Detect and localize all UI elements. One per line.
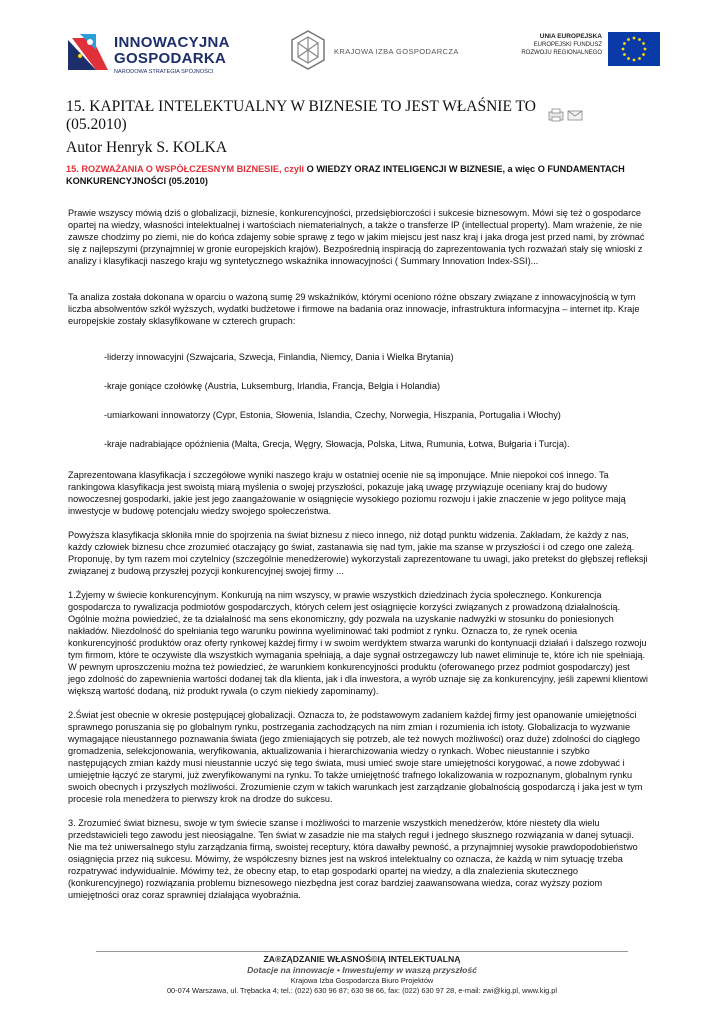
list-item: -kraje nadrabiające opóźnienia (Malta, Grecja, Węgry, Słowacja, Polska, Litwa, Rumunia, Łotwa, Bułgaria i Turcja). bbox=[104, 439, 570, 449]
eu-star-icon bbox=[638, 57, 641, 60]
list-item: -liderzy innowacyjni (Szwajcaria, Szwecja, Finlandia, Niemcy, Dania i Wielka Brytania) bbox=[104, 352, 454, 362]
article-body bbox=[68, 207, 648, 901]
paragraph-perspective: Powyższa klasyfikacja skłoniła mnie do spojrzenia na świat biznesu z nieco innego, niż dotąd punktu widzenia. Zakładam, że każdy z nas, każdy człowiek biznesu chce zrozumieć otaczający go świat, zastanawia się nad tym, jakie ma szanse w przyszłości i od czego one zależą. Proponuję, by tym razem moi czytelnicy (szczególnie menedżerowie) wykorzystali zaprezentowane tu uwagi, jako pretekst do głębszej refleksji związanej z budową przyszłej pozycji konkurencyjnej swojej firmy ... bbox=[68, 530, 648, 576]
footer-divider bbox=[96, 951, 628, 952]
eu-star-icon bbox=[642, 42, 645, 45]
eu-logo-line1: UNIA EUROPEJSKA bbox=[539, 33, 602, 40]
footer-title: ZA®ZĄDZANIE WŁASNOŚ©IĄ INTELEKTUALNĄ bbox=[263, 954, 461, 964]
eu-star-icon bbox=[627, 38, 630, 41]
article-tools bbox=[548, 108, 584, 122]
eu-star-icon bbox=[623, 42, 626, 45]
kig-logo-label: KRAJOWA IZBA GOSPODARCZA bbox=[334, 47, 459, 56]
logo-left-line2: GOSPODARKA bbox=[114, 50, 227, 67]
eu-star-icon bbox=[622, 48, 625, 51]
footer-address: 00-074 Warszawa, ul. Trębacka 4; tel.: (022) 630 96 87; 630 98 66, fax: (022) 630 97 28, e-mail: zwi@kig.pl, www.kig.pl bbox=[166, 986, 558, 995]
eu-star-icon bbox=[642, 53, 645, 56]
list-item: -kraje goniące czołówkę (Austria, Luksemburg, Irlandia, Francja, Belgia i Holandia) bbox=[104, 381, 441, 391]
subtitle-black-part: O WIEDZY ORAZ INTELIGENCJI W BIZNESIE, a więc O FUNDAMENTACH KONKURENCYJNOŚCI (05.2010) bbox=[66, 164, 625, 186]
innovation-flag-icon bbox=[66, 30, 110, 74]
paragraph-intro: Prawie wszyscy mówią dziś o globalizacji, biznesie, konkurencyjności, przedsiębiorczości i sukcesie biznesowym. Mówi się też o gospodarce opartej na wiedzy, własności intelektualnej i wartościach niematerialnych, a także o transferze IP (intellectual property). Mam wrażenie, że nie zawsze chodzimy po ziemi, nie do końca zdajemy sobie sprawę z tego w jakim miejscu jest nasz kraj i jaka droga jest przed nami, by zrównać się z najlepszymi (przynajmniej w gronie europejskich krajów). Bezpośrednią inspiracją do zaprezentowania tych rozważań stały się wnioski z analizy i klasyfikacji naszego kraju wg syntetycznego wskaźnika innowacyjności ( Summary Innovation Index-SSI)... bbox=[68, 208, 645, 266]
logo-left-line3: NARODOWA STRATEGIA SPÓJNOŚCI bbox=[114, 69, 214, 75]
article-author: Autor Henryk S. KOLKA bbox=[66, 139, 228, 156]
print-icon[interactable] bbox=[549, 109, 563, 121]
logo-left-line1: INNOWACYJNA bbox=[114, 34, 230, 51]
innowacyjna-gospodarka-logo bbox=[66, 28, 236, 80]
eu-star-icon bbox=[644, 48, 647, 51]
article-title: 15. KAPITAŁ INTELEKTUALNY W BIZNESIE TO JEST WŁAŚNIE TO (05.2010) bbox=[66, 98, 536, 133]
paragraph-classification: Zaprezentowana klasyfikacja i szczegółowe wyniki naszego kraju w ostatniej ocenie nie są imponujące. Mnie niepokoi coś innego. Ta rankingowa klasyfikacja jest swoistą miarą myślenia o swojej przyszłości, pokazuje jaką uwagę przywiązuje oceniany kraj do budowy nowoczesnej gospodarki, jakie jest jego zaangażowanie w osiągnięcie wysokiego poziomu rozwoju i jakie znaczenie w jego polityce mają inwestycje w budowę potencjału wiedzy swojego społeczeństwa. bbox=[68, 470, 626, 516]
eu-star-icon bbox=[627, 57, 630, 60]
kig-emblem-icon bbox=[290, 30, 326, 70]
paragraph-analysis: Ta analiza została dokonana w oparciu o ważoną sumę 29 wskaźników, którymi oceniono różne obszary związane z innowacyjnością w tym liczba absolwentów szkół wyższych, wydatki budżetowe i firmowe na badania oraz innowacje, infrastruktura informacyjna – internet itp. Kraje europejskie zostały sklasyfikowane w czterech grupach: bbox=[68, 292, 640, 326]
page-header bbox=[0, 0, 724, 90]
list-item: -umiarkowani innowatorzy (Cypr, Estonia, Słowenia, Islandia, Czechy, Norwegia, Hiszpania, Portugalia i Włochy) bbox=[104, 410, 561, 420]
eu-logo bbox=[510, 30, 660, 70]
page-footer bbox=[0, 954, 724, 996]
eu-logo-text bbox=[521, 33, 602, 57]
eu-logo-line3: ROZWOJU REGIONALNEGO bbox=[521, 50, 602, 56]
kig-logo bbox=[290, 30, 480, 70]
eu-star-icon bbox=[623, 53, 626, 56]
email-icon[interactable] bbox=[568, 111, 582, 120]
paragraph-point-1: 1.Żyjemy w świecie konkurencyjnym. Konkurują na nim wszyscy, w prawie wszystkich dziedzinach życia społecznego. Konkurencja gospodarcza to rywalizacja podmiotów gospodarczych, których celem jest osiągnięcie korzyści związanych z prowadzoną działalnością. Ogólnie można powiedzieć, że ta działalność ma sens ekonomiczny, gdy pozwala na uzyskanie nadwyżki w stosunku do poniesionych nakładów. Niezdolność do spełniania tego warunku powinna wyeliminować taki podmiot z rynku. Oznacza to, że rynek ocenia konkurencyjność produktów oraz oferty rynkowej każdej firmy i w swoim werdyktem stwarza warunki do kontynuacji działań i dalszego rozwoju tym firmom, które te oczywiste dla wszystkich wymagania spełniają, a daje sygnał ostrzegawczy lub nawet eliminuje te, które ich nie spełniają. W pewnym uproszczeniu można też powiedzieć, że warunkiem konkurencyjności produktu (oferowanego przez podmiot gospodarczy) jest jego zdolność do zapewnienia wartości dodanej tak dla klienta, jak i dla inwestora, a wyrób uznaje się za konkurencyjny, jeśli zapewni klientowi większą wartość dodaną, niż produkt rywala (o czym niekiedy zapominamy). bbox=[68, 590, 648, 696]
eu-logo-line2: EUROPEJSKI FUNDUSZ bbox=[533, 42, 602, 48]
paragraph-point-2: 2.Świat jest obecnie w okresie postępującej globalizacji. Oznacza to, że podstawowym zadaniem każdej firmy jest opanowanie umiejętności sprawnego poruszania się po globalnym rynku, postrzegania zachodzących na nim zmian i rozumienia ich istoty. Globalizacja to wyzwanie wymagające nieustannego poznawania świata (jego zmieniających się potrzeb, ale też nowych możliwości) oraz duże) zdolności do ciągłego gromadzenia, selekcjonowania, weryfikowania, aktualizowania i hierarchizowania wiedzy o rynkach. Wobec nieustannie i szybko następujących zmian każdy musi nieustannie uczyć się tego świata, musi umieć swoje stare umiejętności korygować, a nowe zdobywać i umiejętnie łączyć ze starymi, już zweryfikowanymi na rynku. To także umiejętność trafnego lokalizowania w rozpoznanym, globalnym rynku swoich obecnych i przyszłych możliwości. Zrozumienie czym w takich warunkach jest zarządzanie globalnością gospodarczą i jaka jest w tym procesie rola menedżera to pierwszy krok na drodze do sukcesu. bbox=[68, 710, 643, 804]
eu-star-icon bbox=[633, 37, 636, 40]
footer-org: Krajowa Izba Gospodarcza Biuro Projektów bbox=[290, 976, 434, 985]
eu-star-icon bbox=[633, 59, 636, 62]
paragraph-point-3: 3. Zrozumieć świat biznesu, swoje w tym świecie szanse i możliwości to marzenie wszystkich menedżerów, które niestety dla wielu przedstawicieli tego zawodu jest nieosiągalne. Ten świat w zasadzie nie ma stałych reguł i jednego słusznego rozwiązania w danej sytuacji. Nie ma też uniwersalnego stylu zarządzania firmą, swoistej receptury, która dawałby pewność, a przynajmniej wysokie prawdopodobieństwo osiągnięcia przez nią sukcesu. Mówimy, że współczesny biznes jest na wskroś intelektualny co oznacza, że każdą w nim sytuację trzeba rozpatrywać indywidualnie. Mówimy też, że obecny etap, to etap gospodarki opartej na wiedzy, a dla znalezienia skutecznego (konkurencyjnego) rozwiązania problemu biznesowego niezbędna jest coraz bardziej zaawansowana wiedza, coraz wyższy poziom umiejętności oraz coraz sprawniej działająca wyobraźnia. bbox=[68, 818, 638, 900]
subtitle-red-part: 15. ROZWAŻANIA O WSPÓŁCZESNYM BIZNESIE, czyli bbox=[66, 164, 305, 174]
article-subtitle bbox=[66, 163, 626, 187]
eu-star-icon bbox=[638, 38, 641, 41]
footer-slogan: Dotacje na innowacje • Inwestujemy w waszą przyszłość bbox=[247, 965, 477, 975]
eu-flag-icon bbox=[608, 32, 660, 66]
